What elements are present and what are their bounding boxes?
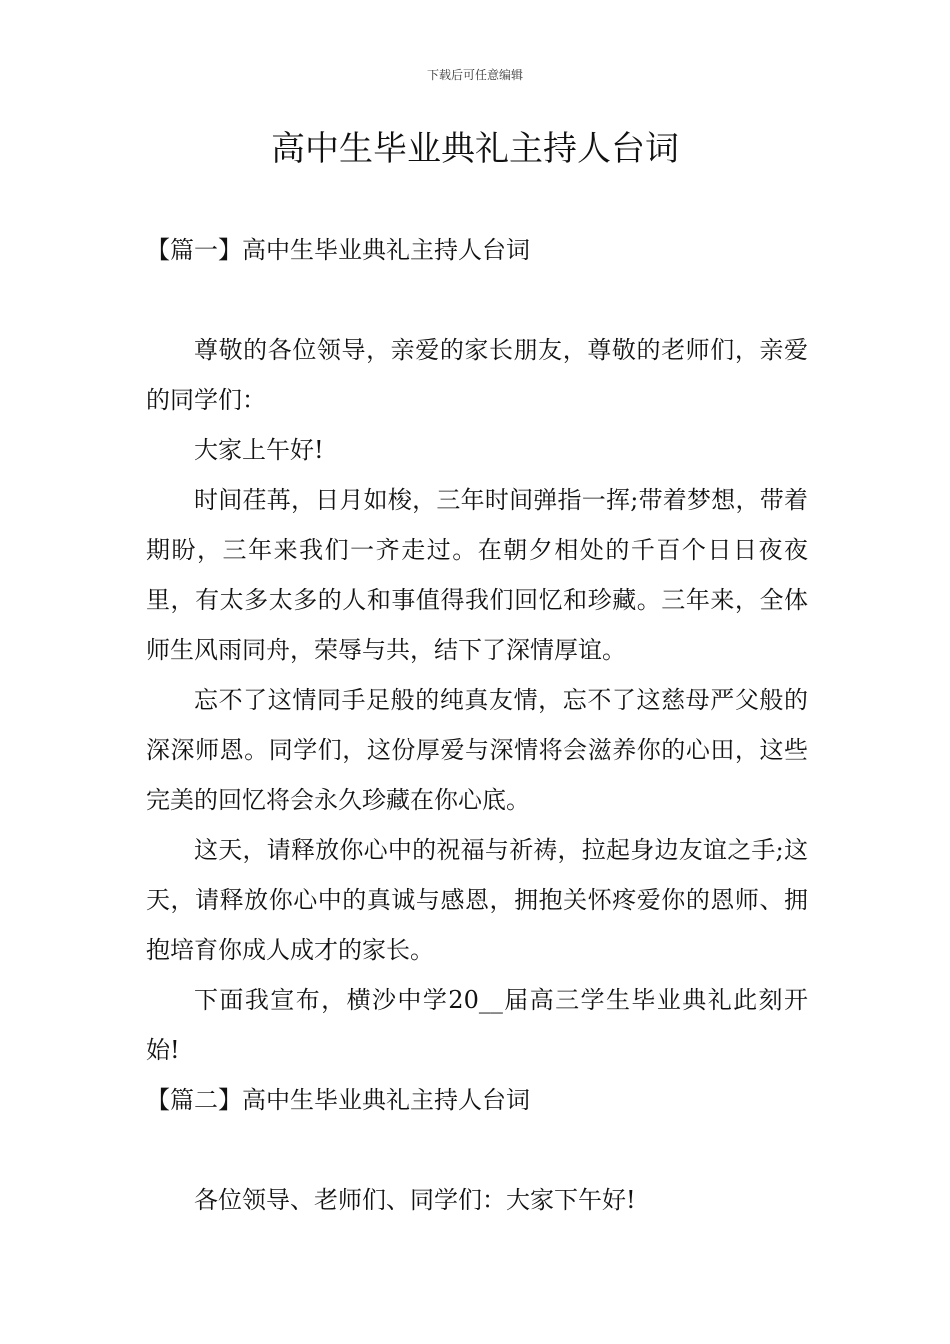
paragraph: 大家上午好! [194, 436, 324, 464]
document-title: 高中生毕业典礼主持人台词 [271, 129, 679, 169]
paragraph: 忘不了这情同手足般的纯真友情，忘不了这慈母严父般的深深师恩。同学们，这份厚爱与深情将会滋养你的心田，这些完美的回忆将会永久珍藏在你心底。 [146, 686, 808, 814]
paragraph: 各位领导、老师们、同学们：大家下午好! [194, 1186, 636, 1214]
spacer [146, 275, 808, 325]
paragraph: 时间荏苒，日月如梭，三年时间弹指一挥;带着梦想，带着期盼，三年来我们一齐走过。在朝夕相处的千百个日日夜夜里，有太多太多的人和事值得我们回忆和珍藏。三年来，全体师生风雨同舟，荣辱与共，结下了深情厚谊。 [146, 486, 808, 664]
header-note: 下载后可任意编辑 [426, 68, 523, 82]
document-body [146, 225, 808, 1225]
paragraph: 这天，请释放你心中的祝福与祈祷，拉起身边友谊之手;这天，请释放你心中的真诚与感恩，拥抱关怀疼爱你的恩师、拥抱培育你成人成才的家长。 [146, 836, 808, 964]
paragraph: 下面我宣布，横沙中学20__届高三学生毕业典礼此刻开始! [146, 986, 808, 1064]
spacer [146, 1125, 808, 1175]
section-heading-1: 【篇一】高中生毕业典礼主持人台词 [146, 236, 530, 264]
paragraph: 尊敬的各位领导，亲爱的家长朋友，尊敬的老师们，亲爱的同学们： [146, 336, 808, 414]
section-heading-2: 【篇二】高中生毕业典礼主持人台词 [146, 1086, 530, 1114]
